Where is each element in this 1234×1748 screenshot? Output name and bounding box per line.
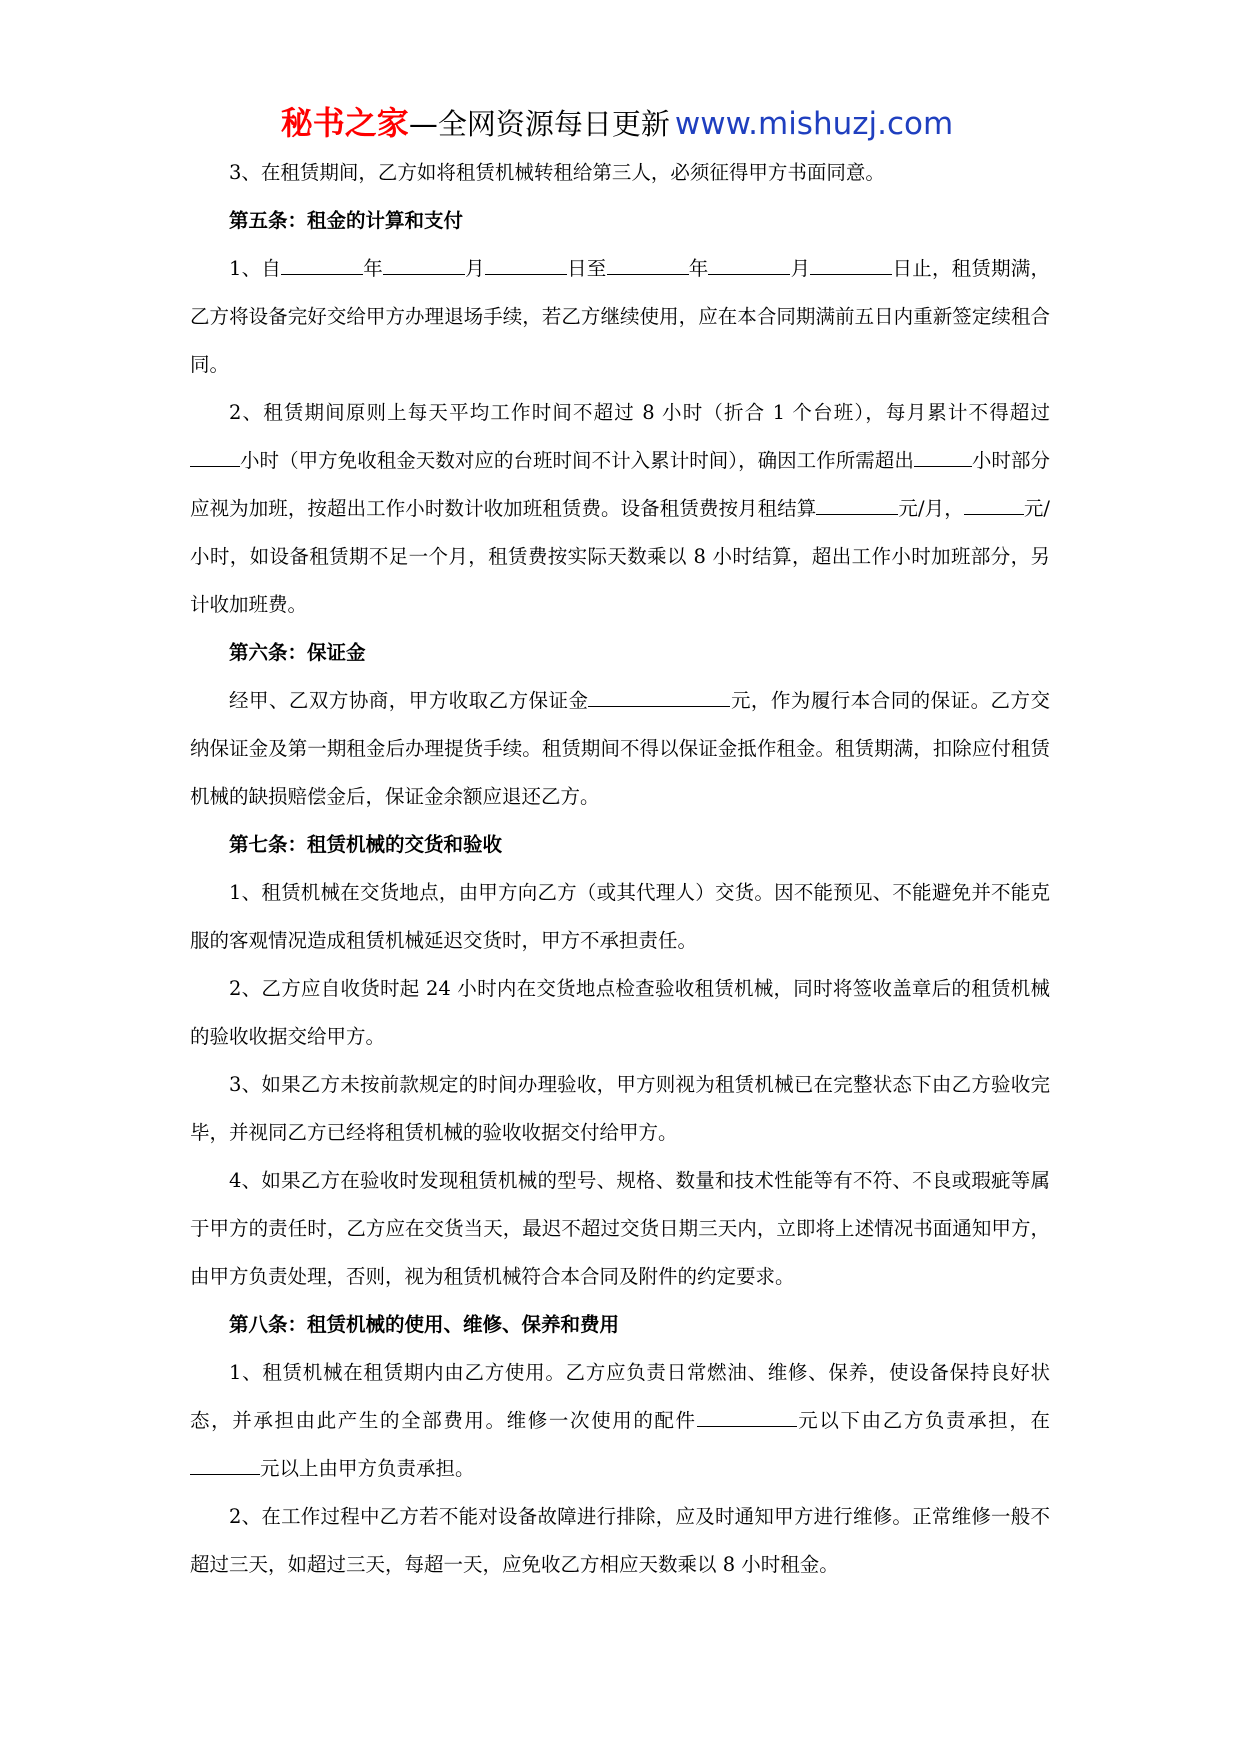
article8-heading: 第八条：租赁机械的使用、维修、保养和费用 xyxy=(229,1313,620,1336)
fill-blank xyxy=(485,256,567,275)
banner-tagline: —全网资源每日更新 xyxy=(408,107,670,141)
fill-blank xyxy=(383,256,465,275)
clause-text: 年 xyxy=(363,257,383,280)
clause-text: 2、租赁期间原则上每天平均工作时间不超过 8 小时（折合 1 个台班），每月累计不得超过 xyxy=(229,401,1050,424)
clause-text: 小时部分应视为加班，按超出工作小时数计收加班租赁费。设备租赁费按月租结算 xyxy=(190,449,1050,520)
contract-body xyxy=(190,149,1050,1589)
article6-clause1 xyxy=(190,677,1050,821)
clause-text: 经甲、乙双方协商，甲方收取乙方保证金 xyxy=(229,689,589,712)
fill-blank xyxy=(190,1456,260,1475)
clause-text: 元，作为履行本合同的保证。乙方交纳保证金及第一期租金后办理提货手续。租赁期间不得以保证金抵作租金。租赁期满，扣除应付租赁机械的缺损赔偿金后，保证金余额应退还乙方。 xyxy=(190,689,1050,808)
article7-clause3: 3、如果乙方未按前款规定的时间办理验收，甲方则视为租赁机械已在完整状态下由乙方验收完毕，并视同乙方已经将租赁机械的验收收据交付给甲方。 xyxy=(190,1073,1050,1144)
clause-text: 小时（甲方免收租金天数对应的台班时间不计入累计时间），确因工作所需超出 xyxy=(240,449,914,472)
article6-heading: 第六条：保证金 xyxy=(229,641,366,664)
banner-url[interactable]: www.mishuzj.com xyxy=(674,106,954,142)
fill-blank xyxy=(607,256,689,275)
site-banner xyxy=(0,98,1234,144)
fill-blank xyxy=(816,496,898,515)
clause-text: 元以上由甲方负责承担。 xyxy=(260,1457,475,1480)
clause-text: 1、租赁机械在租赁期内由乙方使用。乙方应负责日常燃油、维修、保养，使设备保持良好状态，并承担由此产生的全部费用。维修一次使用的配件 xyxy=(190,1361,1050,1432)
clause-text: 元/月， xyxy=(898,497,964,520)
article8-clause2: 2、在工作过程中乙方若不能对设备故障进行排除，应及时通知甲方进行维修。正常维修一般不超过三天，如超过三天，每超一天，应免收乙方相应天数乘以 8 小时租金。 xyxy=(190,1505,1050,1576)
fill-blank xyxy=(697,1408,797,1427)
clause-text: 1、自 xyxy=(229,257,282,280)
banner-brand: 秘书之家 xyxy=(280,104,409,142)
article8-clause1 xyxy=(190,1349,1050,1493)
fill-blank xyxy=(810,256,892,275)
article5-clause2 xyxy=(190,389,1050,629)
clause-text: 年 xyxy=(688,257,709,280)
article7-clause2: 2、乙方应自收货时起 24 小时内在交货地点检查验收租赁机械，同时将签收盖章后的租赁机械的验收收据交给甲方。 xyxy=(190,977,1050,1048)
article7-heading: 第七条：租赁机械的交货和验收 xyxy=(229,833,503,856)
clause-text: 月 xyxy=(464,257,485,280)
fill-blank xyxy=(190,448,240,467)
article4-clause3: 3、在租赁期间，乙方如将租赁机械转租给第三人，必须征得甲方书面同意。 xyxy=(229,161,885,184)
article5-clause1 xyxy=(190,245,1050,389)
article7-clause4: 4、如果乙方在验收时发现租赁机械的型号、规格、数量和技术性能等有不符、不良或瑕疵等属于甲方的责任时，乙方应在交货当天，最迟不超过交货日期三天内，立即将上述情况书面通知甲方，由甲方负责处理，否则，视为租赁机械符合本合同及附件的约定要求。 xyxy=(190,1169,1050,1288)
clause-text: 元以下由乙方负责承担，在 xyxy=(796,1409,1050,1432)
clause-text: 日止，租赁期满，乙方将设备完好交给甲方办理退场手续，若乙方继续使用，应在本合同期满前五日内重新签定续租合同。 xyxy=(190,257,1050,376)
fill-blank xyxy=(281,256,363,275)
clause-text: 日至 xyxy=(566,257,607,280)
fill-blank xyxy=(914,448,972,467)
fill-blank xyxy=(588,688,730,707)
fill-blank xyxy=(708,256,790,275)
article7-clause1: 1、租赁机械在交货地点，由甲方向乙方（或其代理人）交货。因不能预见、不能避免并不能克服的客观情况造成租赁机械延迟交货时，甲方不承担责任。 xyxy=(190,881,1050,952)
clause-text: 月 xyxy=(790,257,811,280)
clause-text: 元/小时，如设备租赁期不足一个月，租赁费按实际天数乘以 8 小时结算，超出工作小时加班部分，另计收加班费。 xyxy=(190,497,1050,616)
article5-heading: 第五条：租金的计算和支付 xyxy=(229,209,464,232)
fill-blank xyxy=(964,496,1024,515)
